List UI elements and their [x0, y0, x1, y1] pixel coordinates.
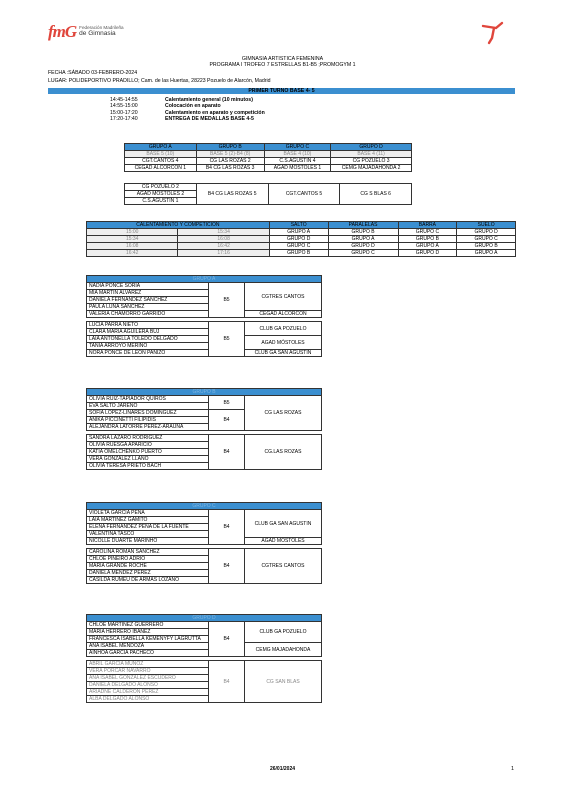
gymnast-name: MIA MARTIN ALVAREZ — [87, 290, 209, 297]
schedule-desc: ENTREGA DE MEDALLAS BASE 4-5 — [165, 115, 254, 122]
rotation-table — [86, 221, 516, 257]
group-club: CG S BLAS 6 — [340, 184, 412, 205]
rotation-header: SUELO — [457, 222, 516, 229]
logo-mark: fmG — [48, 22, 77, 41]
gymnast-club: CLUB GA POZUELO — [245, 322, 322, 336]
group-list-table — [86, 275, 322, 357]
gymnast-logo-icon — [480, 20, 506, 46]
gymnast-level: B4 — [209, 435, 245, 470]
gymnast-level: B5 — [209, 322, 245, 357]
group-header: GRUPO C — [264, 144, 331, 151]
rotation-group: GRUPO A — [269, 229, 328, 236]
rotation-group: GRUPO D — [457, 229, 516, 236]
rotation-time: 17:16 — [178, 250, 269, 257]
group-list-table — [86, 388, 322, 470]
gymnast-name: OLIVIA TERESA PRIETO BACH — [87, 463, 209, 470]
gymnast-club: CEMG MAJADAHONDA — [245, 643, 322, 657]
gymnast-name: MARIA GRANDE ROCHE — [87, 563, 209, 570]
rotation-group: GRUPO D — [328, 243, 398, 250]
gymnast-name: CHLOE MARTINEZ GUERRERO — [87, 622, 209, 629]
rotation-time: 16:42 — [87, 250, 178, 257]
group-club: AGAD MOSTOLES 1 — [264, 165, 331, 172]
gymnast-club: AGAD MÓSTOLES — [245, 336, 322, 350]
gymnast-name: LAIA ANTONELLA TOLEDO DELGADO — [87, 336, 209, 343]
gymnast-name: SANDRA LÁZARO RODRIGUEZ — [87, 435, 209, 442]
gymnast-name: FRANCESCA ISABELLA KEMENYFY LAGRUTTA — [87, 636, 209, 643]
gymnast-name: KATIA OMELCHENKO PUERTO — [87, 449, 209, 456]
gymnast-club: AGAD MÓSTOLES — [245, 538, 322, 545]
group-header: GRUPO B — [196, 144, 264, 151]
gymnast-club: CG.LAS ROZAS — [245, 435, 322, 470]
group-level: BASE 5 (2)-B4 (8) — [196, 151, 264, 158]
gymnast-name: NICOLLE DUARTE MARINHO — [87, 538, 209, 545]
fmg-logo — [48, 22, 124, 42]
org-line1: Federación Madrileña — [79, 25, 124, 31]
gymnast-name: TANIA ARROYO MERINO — [87, 343, 209, 350]
schedule-row — [110, 116, 265, 122]
gymnast-name: LUCIA PARRA NIETO — [87, 322, 209, 329]
gymnast-club: CGTRES CANTOS — [245, 549, 322, 584]
gymnast-club: CG LAS ROZAS — [245, 396, 322, 431]
schedule — [110, 97, 265, 122]
gymnast-level: B4 — [209, 410, 245, 431]
schedule-time: 15:00-17:20 — [110, 109, 138, 116]
groups-table-2 — [124, 183, 412, 205]
rotation-header: SALTO — [269, 222, 328, 229]
gymnast-name: SOFIA LOPEZ-LINARES DOMINGUEZ — [87, 410, 209, 417]
group-list-title: GRUPO B — [87, 389, 322, 396]
gymnast-name: NORA PONCE DE LEON PANIZO — [87, 350, 209, 357]
group-header: GRUPO D — [331, 144, 412, 151]
gymnast-club: CLUB GA SAN AGUSTIN — [245, 510, 322, 538]
gymnast-name: EVA SALTO JAREÑO — [87, 403, 209, 410]
rotation-time: 15:34 — [178, 229, 269, 236]
gymnast-level: B4 — [209, 510, 245, 545]
schedule-desc: Colocación en aparato — [165, 103, 221, 110]
gymnast-level: B4 — [209, 622, 245, 657]
gymnast-club: CEGAD ALCORCON — [245, 311, 322, 318]
gymnast-club: CG SAN BLAS — [245, 661, 322, 703]
gymnast-name: LAIA MARTÍNEZ GAMITO — [87, 517, 209, 524]
rotation-group: GRUPO A — [457, 250, 516, 257]
rotation-time: 16:08 — [87, 243, 178, 250]
gymnast-name: CASILDA RUMEU DE ARMAS LOZANO — [87, 577, 209, 584]
gymnast-name: VALENTINA TASCO — [87, 531, 209, 538]
group-header: GRUPO A — [125, 144, 197, 151]
rotation-group: GRUPO D — [398, 250, 457, 257]
rotation-group: GRUPO C — [328, 250, 398, 257]
gymnast-name: DANIELA DELGADO ALONSO — [87, 682, 209, 689]
rotation-header: CALENTAMIENTO Y COMPETICIÓN — [87, 222, 270, 229]
group-club: AGAD MOSTOLES 2 — [125, 191, 197, 198]
rotation-group: GRUPO B — [328, 229, 398, 236]
group-list-title: GRUPO C — [87, 503, 322, 510]
page-number: 1 — [511, 766, 515, 772]
gymnast-name: OLIVIA RUESGA APARICIO — [87, 442, 209, 449]
schedule-desc: Calentamiento en aparato y competición — [165, 109, 265, 116]
rotation-header: BARRA — [398, 222, 457, 229]
group-club: C.S.AGUSTIN 1 — [125, 198, 197, 205]
group-list-table — [86, 502, 322, 584]
group-level: BASE 4 (11) — [331, 151, 412, 158]
rotation-time: 16:42 — [178, 243, 269, 250]
rotation-time: 15:34 — [87, 236, 178, 243]
rotation-group: GRUPO B — [398, 236, 457, 243]
group-club: CEMG MAJADAHONDA 2 — [331, 165, 412, 172]
doc-title: GIMNASIA ARTISTICA FEMENINA — [241, 56, 324, 62]
gymnast-name: NADIA PONCE SORIA — [87, 283, 209, 290]
gymnast-name: ELENA FERNANDEZ PEÑA DE LA FUENTE — [87, 524, 209, 531]
groups-table — [124, 143, 412, 172]
rotation-group: GRUPO B — [457, 243, 516, 250]
gymnast-name: ANA ISABEL GONZALEZ ESCUDERO — [87, 675, 209, 682]
group-club: CEGAD ALCORCON 1 — [125, 165, 197, 172]
group-club: CG POZUELO 2 — [125, 184, 197, 191]
group-club: CG POZUELO 3 — [331, 158, 412, 165]
turno-bar: PRIMER TURNO BASE 4- 5 — [48, 88, 515, 94]
rotation-group: GRUPO C — [457, 236, 516, 243]
gymnast-name: CHLOE PIÑEIRO ADRIO — [87, 556, 209, 563]
gymnast-name: VALERIA CHAMORRO GARRIDO — [87, 311, 209, 318]
group-list-title: GRUPO A — [87, 276, 322, 283]
rotation-header: PARALELAS — [328, 222, 398, 229]
schedule-time: 17:20-17:40 — [110, 115, 138, 122]
group-club: CGT.CANTOS 5 — [268, 184, 340, 205]
group-club: B4 CG LAS ROZAS 3 — [196, 165, 264, 172]
rotation-group: GRUPO A — [328, 236, 398, 243]
group-level: BASE 5 (10) — [125, 151, 197, 158]
gymnast-name: ALEJANDRA LATORRE PEREZ-ARAUNA — [87, 424, 209, 431]
rotation-group: GRUPO A — [398, 243, 457, 250]
rotation-group: GRUPO C — [269, 243, 328, 250]
rotation-time: 16:08 — [178, 236, 269, 243]
rotation-time: 15:00 — [87, 229, 178, 236]
gymnast-name: CLARA MARIA AGUILERA BUJ — [87, 329, 209, 336]
gymnast-club: CLUB GA SAN AGUSTIN — [245, 350, 322, 357]
gymnast-name: ABRIL GARCIA MUÑOZ — [87, 661, 209, 668]
gymnast-name: ARIADNE CALDERON PEREZ — [87, 689, 209, 696]
gymnast-name: PAULA LUNA SANCHEZ — [87, 304, 209, 311]
gymnast-level: B4 — [209, 661, 245, 703]
gymnast-name: VIOLETA GARCIA PEÑA — [87, 510, 209, 517]
gymnast-name: OLIVIA RUIZ-TAPIADOR QUIROS — [87, 396, 209, 403]
gymnast-name: DANIELA FERNANDEZ SANCHEZ — [87, 297, 209, 304]
fecha: FECHA :SÁBADO 03-FEBRERO-2024 — [48, 70, 138, 76]
group-club: CGT.CANTOS 4 — [125, 158, 197, 165]
gymnast-club: CLUB GA POZUELO — [245, 622, 322, 643]
gymnast-name: ALBA DELGADO ALONSO — [87, 696, 209, 703]
lugar: LUGAR: POLIDEPORTIVO PRADILLO; Cam. de las Huertas, 28223 Pozuelo de Alarcón, Madrid — [48, 78, 271, 84]
gymnast-level: B5 — [209, 396, 245, 410]
gymnast-name: VERA PORCAR NAVARRO — [87, 668, 209, 675]
gymnast-name: CAROLINA ROMAN SANCHEZ — [87, 549, 209, 556]
group-club: B4 CG LAS ROZAS 5 — [196, 184, 268, 205]
gymnast-name: DANIELA MENDEZ PEREZ — [87, 570, 209, 577]
group-list-table — [86, 614, 322, 703]
gymnast-level: B4 — [209, 549, 245, 584]
schedule-time: 14:45-14:55 — [110, 97, 138, 103]
footer-date: 26/01/2024 — [269, 766, 296, 772]
group-list-title: GRUPO D — [87, 615, 322, 622]
schedule-desc: Calentamiento general (10 minutos) — [165, 97, 253, 103]
gymnast-level: B5 — [209, 283, 245, 318]
gymnast-name: AINHOA GARCIA PACHECO — [87, 650, 209, 657]
gymnast-name: MARIA HERRERO IBAÑEZ — [87, 629, 209, 636]
org-line2: de Gimnasia — [79, 30, 116, 37]
rotation-group: GRUPO C — [398, 229, 457, 236]
gymnast-name: ANIKA PICCINETTI FILIPIDIS — [87, 417, 209, 424]
rotation-group: GRUPO D — [269, 236, 328, 243]
group-level: BASE 4 (10) — [264, 151, 331, 158]
gymnast-club: CGTRES CANTOS — [245, 283, 322, 311]
gymnast-name: ANA ISABEL MENDOZA — [87, 643, 209, 650]
gymnast-name: VERA GONZALEZ LLANO — [87, 456, 209, 463]
group-club: C.S.AGUSTIN 4 — [264, 158, 331, 165]
group-club: CG LAS ROZAS 2 — [196, 158, 264, 165]
rotation-group: GRUPO B — [269, 250, 328, 257]
schedule-time: 14:55-15:00 — [110, 103, 138, 110]
doc-subtitle: PROGRAMA I TROFEO 7 ESTRELLAS B1-B5 ;PROMOGYM 1 — [209, 62, 356, 68]
